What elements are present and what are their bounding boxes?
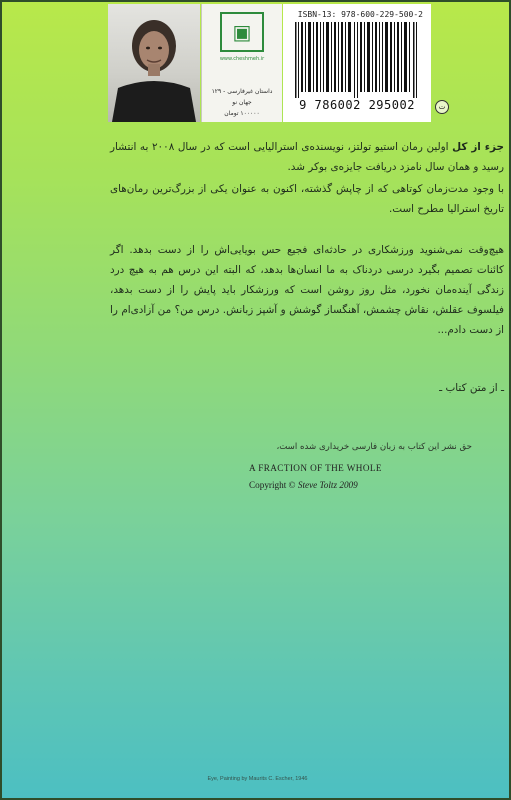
original-title: A FRACTION OF THE WHOLE xyxy=(249,463,382,473)
copyright-prefix: Copyright © xyxy=(249,480,298,490)
copyright-line xyxy=(249,480,358,490)
isbn-text: ISBN-13: 978-600-229-500-2 xyxy=(297,10,423,19)
isbn-barcode-panel xyxy=(283,4,431,122)
copyright-holder: Steve Toltz 2009 xyxy=(297,480,358,490)
author-photo xyxy=(108,4,200,122)
collection-label: جهان نو xyxy=(232,99,252,106)
description-paragraph-1 xyxy=(110,137,504,177)
rights-persian: حق نشر این کتاب به زبان فارسی خریداری شده است، xyxy=(276,442,472,452)
publisher-label xyxy=(201,4,282,122)
description-text-1: اولین رمان استیو تولتز، نویسنده‌ی استرالیایی است که در سال ۲۰۰۸ به انتشار رسید و همان سال نامزد دریافت جایزه‌ی بوکر شد. xyxy=(110,141,504,173)
registered-mark-icon: ت xyxy=(435,100,449,114)
book-title: جزء از کل xyxy=(452,141,504,153)
cover-art-credit: Eye, Painting by Maurits C. Escher, 1946 xyxy=(207,776,308,782)
excerpt-source: ـ از متن کتاب ـ xyxy=(439,382,504,394)
publisher-url: www.cheshmeh.ir xyxy=(219,56,265,62)
barcode-number: 9 786002 295002 xyxy=(299,98,415,112)
barcode-image xyxy=(291,22,423,98)
series-label: داستان غیرفارسی - ۱۲۹ xyxy=(211,88,273,95)
excerpt-paragraph: هیچ‌وقت نمی‌شنوید ورزشکاری در حادثه‌ای فجیع حس بویایی‌اش را از دست بدهد. اگر کائنات تصمیم بگیرد درسی دردناک به ما انسان‌ها بدهد، که البته این درس هم به هیچ درد زندگی آینده‌مان نخورد، مثل روز روشن است که ورزشکار باید پایش را از دست بدهد، فیلسوف عقلش، نقاش چشمش، آهنگساز گوشش و آشپز زبانش. درس من؟ من آزادی‌ام را از دست دادم... xyxy=(110,244,504,336)
book-logo-icon: ▣ xyxy=(220,12,264,52)
description-paragraph-2: با وجود مدت‌زمان کوتاهی که از چاپش گذشته، اکنون به عنوان یکی از بزرگ‌ترین رمان‌های تاریخ استرالیا مطرح است. xyxy=(110,183,504,215)
price-label: ۱۰۰۰۰۰ تومان xyxy=(224,110,260,117)
